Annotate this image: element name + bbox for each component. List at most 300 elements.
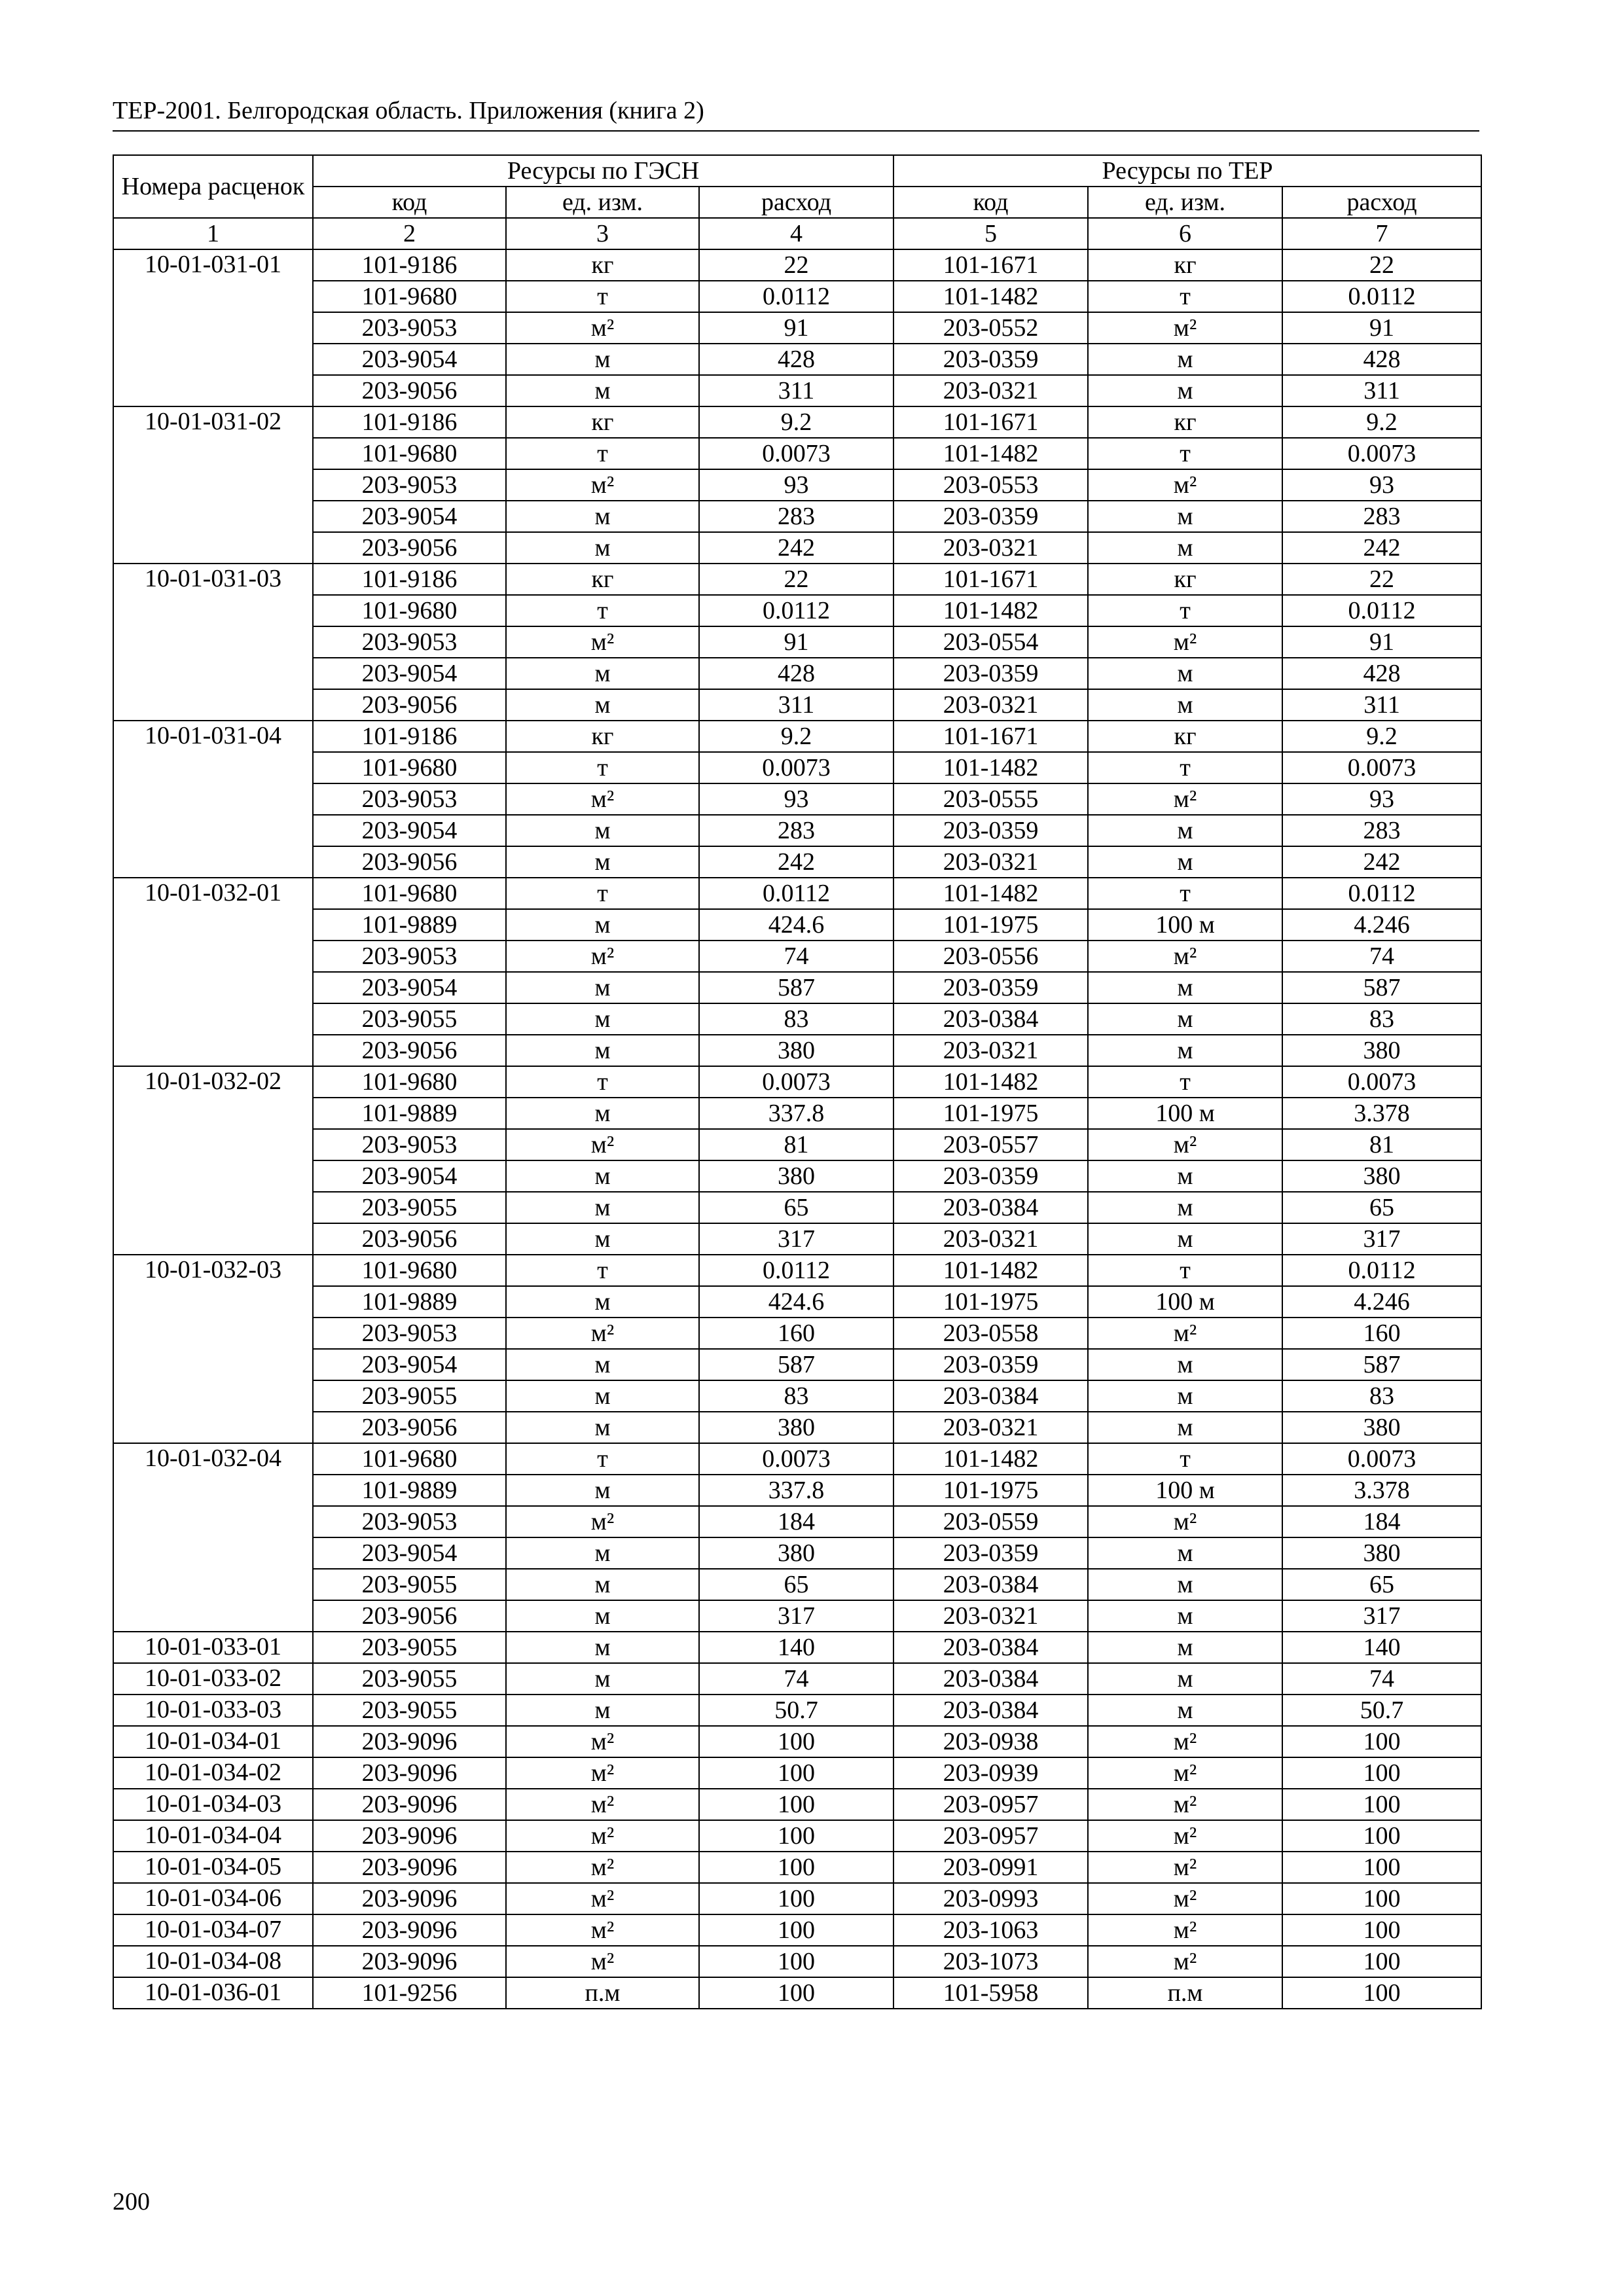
table-row <box>113 375 1481 406</box>
ter-consumption-cell: 242 <box>1282 532 1481 564</box>
gesn-code-cell: 203-9054 <box>313 501 506 532</box>
gesn-unit-cell: м² <box>506 312 699 344</box>
ter-consumption-cell: 81 <box>1282 1129 1481 1160</box>
ter-code-cell: 101-1671 <box>893 721 1088 752</box>
gesn-consumption-cell: 100 <box>699 1789 893 1820</box>
gesn-unit-cell: м <box>506 1569 699 1600</box>
ter-consumption-cell: 100 <box>1282 1883 1481 1914</box>
table-row <box>113 1726 1481 1757</box>
rate-number-cell: 10-01-031-03 <box>113 564 313 721</box>
gesn-code-cell: 203-9054 <box>313 972 506 1003</box>
ter-code-cell: 101-1482 <box>893 1443 1088 1475</box>
ter-unit-cell: м <box>1088 375 1282 406</box>
ter-unit-cell: кг <box>1088 564 1282 595</box>
gesn-consumption-cell: 0.0073 <box>699 752 893 783</box>
col-number: 4 <box>699 218 893 249</box>
gesn-unit-cell: м² <box>506 1757 699 1789</box>
table-row <box>113 406 1481 438</box>
gesn-code-cell: 101-9680 <box>313 595 506 626</box>
ter-unit-cell: м <box>1088 1412 1282 1443</box>
ter-consumption-cell: 184 <box>1282 1506 1481 1537</box>
ter-code-cell: 203-0321 <box>893 1412 1088 1443</box>
gesn-consumption-cell: 83 <box>699 1003 893 1035</box>
gesn-code-cell: 101-9256 <box>313 1977 506 2009</box>
table-row <box>113 1977 1481 2009</box>
gesn-code-cell: 203-9054 <box>313 344 506 375</box>
ter-code-cell: 101-1482 <box>893 438 1088 469</box>
gesn-consumption-cell: 100 <box>699 1883 893 1914</box>
gesn-code-cell: 203-9096 <box>313 1852 506 1883</box>
gesn-consumption-cell: 100 <box>699 1820 893 1852</box>
gesn-consumption-cell: 0.0073 <box>699 438 893 469</box>
gesn-consumption-cell: 587 <box>699 1349 893 1380</box>
ter-consumption-cell: 9.2 <box>1282 406 1481 438</box>
gesn-consumption-cell: 74 <box>699 1663 893 1695</box>
ter-code-cell: 101-1482 <box>893 281 1088 312</box>
gesn-code-cell: 203-9056 <box>313 1412 506 1443</box>
ter-code-cell: 203-0555 <box>893 783 1088 815</box>
gesn-consumption-cell: 311 <box>699 375 893 406</box>
ter-consumption-cell: 3.378 <box>1282 1098 1481 1129</box>
gesn-code-cell: 203-9055 <box>313 1663 506 1695</box>
ter-code-cell: 203-0957 <box>893 1789 1088 1820</box>
table-row <box>113 1412 1481 1443</box>
gesn-consumption-cell: 424.6 <box>699 909 893 941</box>
header-rule <box>113 130 1479 132</box>
gesn-unit-cell: м² <box>506 626 699 658</box>
table-row <box>113 1003 1481 1035</box>
gesn-code-cell: 101-9889 <box>313 909 506 941</box>
gesn-consumption-cell: 283 <box>699 815 893 846</box>
gesn-unit-cell: т <box>506 438 699 469</box>
ter-unit-cell: кг <box>1088 721 1282 752</box>
ter-code-cell: 101-1482 <box>893 1255 1088 1286</box>
gesn-consumption-cell: 242 <box>699 532 893 564</box>
gesn-consumption-cell: 81 <box>699 1129 893 1160</box>
gesn-consumption-cell: 337.8 <box>699 1098 893 1129</box>
gesn-code-cell: 203-9096 <box>313 1820 506 1852</box>
ter-code-cell: 203-1063 <box>893 1914 1088 1946</box>
ter-code-cell: 203-0384 <box>893 1663 1088 1695</box>
ter-code-cell: 203-1073 <box>893 1946 1088 1977</box>
ter-consumption-cell: 91 <box>1282 312 1481 344</box>
table-row <box>113 564 1481 595</box>
table-head <box>113 155 1481 249</box>
ter-unit-cell: м <box>1088 501 1282 532</box>
gesn-code-cell: 101-9680 <box>313 752 506 783</box>
gesn-code-cell: 203-9053 <box>313 783 506 815</box>
ter-code-cell: 203-0359 <box>893 501 1088 532</box>
ter-consumption-cell: 380 <box>1282 1412 1481 1443</box>
gesn-unit-cell: п.м <box>506 1977 699 2009</box>
gesn-code-cell: 203-9055 <box>313 1192 506 1223</box>
ter-code-cell: 101-1482 <box>893 752 1088 783</box>
gesn-unit-cell: м² <box>506 941 699 972</box>
gesn-unit-cell: м <box>506 1632 699 1663</box>
ter-unit-cell: т <box>1088 1255 1282 1286</box>
ter-unit-cell: м <box>1088 972 1282 1003</box>
col-number: 1 <box>113 218 313 249</box>
ter-unit-cell: кг <box>1088 249 1282 281</box>
table-row <box>113 469 1481 501</box>
rate-number-cell: 10-01-034-02 <box>113 1757 313 1789</box>
gesn-code-cell: 203-9056 <box>313 375 506 406</box>
ter-consumption-cell: 50.7 <box>1282 1695 1481 1726</box>
gesn-code-cell: 203-9056 <box>313 1035 506 1066</box>
ter-consumption-cell: 380 <box>1282 1537 1481 1569</box>
table-row <box>113 1600 1481 1632</box>
gesn-consumption-cell: 380 <box>699 1160 893 1192</box>
ter-code-cell: 203-0939 <box>893 1757 1088 1789</box>
table-row <box>113 1098 1481 1129</box>
table-row <box>113 1914 1481 1946</box>
gesn-consumption-cell: 184 <box>699 1506 893 1537</box>
ter-unit-cell: м <box>1088 1160 1282 1192</box>
gesn-consumption-cell: 22 <box>699 564 893 595</box>
ter-consumption-cell: 93 <box>1282 783 1481 815</box>
table-row <box>113 1695 1481 1726</box>
ter-consumption-cell: 283 <box>1282 815 1481 846</box>
gesn-unit-cell: м² <box>506 1129 699 1160</box>
rate-number-cell: 10-01-032-03 <box>113 1255 313 1443</box>
gesn-unit-cell: м² <box>506 469 699 501</box>
gesn-unit-cell: м <box>506 1600 699 1632</box>
col-number: 5 <box>893 218 1088 249</box>
ter-consumption-cell: 587 <box>1282 1349 1481 1380</box>
gesn-consumption-cell: 242 <box>699 846 893 878</box>
rate-number-cell: 10-01-033-03 <box>113 1695 313 1726</box>
ter-consumption-cell: 0.0112 <box>1282 281 1481 312</box>
head-row-1 <box>113 155 1481 187</box>
ter-code-cell: 203-0559 <box>893 1506 1088 1537</box>
gesn-consumption-cell: 93 <box>699 469 893 501</box>
gesn-unit-cell: м² <box>506 1318 699 1349</box>
ter-consumption-cell: 22 <box>1282 249 1481 281</box>
ter-code-cell: 203-0359 <box>893 972 1088 1003</box>
page-header-title: ТЕР-2001. Белгородская область. Приложения (книга 2) <box>113 97 704 124</box>
gesn-unit-cell: м <box>506 344 699 375</box>
head-gesn-consumption: расход <box>699 187 893 218</box>
ter-unit-cell: м <box>1088 846 1282 878</box>
rate-number-cell: 10-01-033-02 <box>113 1663 313 1695</box>
table-row <box>113 1223 1481 1255</box>
table-row <box>113 1946 1481 1977</box>
gesn-unit-cell: м² <box>506 1946 699 1977</box>
ter-code-cell: 101-1671 <box>893 249 1088 281</box>
gesn-consumption-cell: 74 <box>699 941 893 972</box>
gesn-unit-cell: кг <box>506 406 699 438</box>
table-row <box>113 1066 1481 1098</box>
gesn-unit-cell: м² <box>506 1789 699 1820</box>
ter-code-cell: 203-0321 <box>893 689 1088 721</box>
ter-code-cell: 203-0384 <box>893 1003 1088 1035</box>
gesn-code-cell: 203-9053 <box>313 941 506 972</box>
ter-consumption-cell: 0.0073 <box>1282 438 1481 469</box>
gesn-consumption-cell: 91 <box>699 312 893 344</box>
ter-consumption-cell: 160 <box>1282 1318 1481 1349</box>
ter-unit-cell: м <box>1088 1192 1282 1223</box>
ter-code-cell: 203-0384 <box>893 1695 1088 1726</box>
ter-code-cell: 203-0558 <box>893 1318 1088 1349</box>
gesn-consumption-cell: 100 <box>699 1914 893 1946</box>
ter-consumption-cell: 9.2 <box>1282 721 1481 752</box>
gesn-unit-cell: т <box>506 595 699 626</box>
ter-consumption-cell: 100 <box>1282 1757 1481 1789</box>
ter-code-cell: 203-0321 <box>893 1223 1088 1255</box>
gesn-unit-cell: м <box>506 1695 699 1726</box>
gesn-consumption-cell: 0.0112 <box>699 281 893 312</box>
ter-consumption-cell: 100 <box>1282 1914 1481 1946</box>
table-row <box>113 1663 1481 1695</box>
gesn-code-cell: 203-9053 <box>313 312 506 344</box>
gesn-unit-cell: м <box>506 909 699 941</box>
table-row <box>113 501 1481 532</box>
ter-consumption-cell: 100 <box>1282 1820 1481 1852</box>
ter-code-cell: 101-1975 <box>893 1286 1088 1318</box>
table-row <box>113 1475 1481 1506</box>
rate-number-cell: 10-01-036-01 <box>113 1977 313 2009</box>
rate-number-cell: 10-01-034-06 <box>113 1883 313 1914</box>
gesn-unit-cell: м <box>506 1475 699 1506</box>
ter-code-cell: 101-5958 <box>893 1977 1088 2009</box>
rate-number-cell: 10-01-031-04 <box>113 721 313 878</box>
gesn-code-cell: 101-9680 <box>313 878 506 909</box>
ter-unit-cell: м² <box>1088 312 1282 344</box>
ter-unit-cell: м² <box>1088 626 1282 658</box>
gesn-unit-cell: м <box>506 1160 699 1192</box>
head-ter-consumption: расход <box>1282 187 1481 218</box>
ter-unit-cell: м <box>1088 1035 1282 1066</box>
table-row <box>113 1286 1481 1318</box>
gesn-consumption-cell: 83 <box>699 1380 893 1412</box>
ter-consumption-cell: 317 <box>1282 1600 1481 1632</box>
gesn-unit-cell: м <box>506 1412 699 1443</box>
ter-consumption-cell: 74 <box>1282 1663 1481 1695</box>
table-row <box>113 941 1481 972</box>
gesn-consumption-cell: 0.0073 <box>699 1443 893 1475</box>
ter-unit-cell: м <box>1088 532 1282 564</box>
gesn-code-cell: 101-9680 <box>313 1255 506 1286</box>
ter-unit-cell: м <box>1088 1380 1282 1412</box>
gesn-consumption-cell: 0.0112 <box>699 1255 893 1286</box>
ter-code-cell: 203-0554 <box>893 626 1088 658</box>
gesn-code-cell: 101-9680 <box>313 1066 506 1098</box>
ter-unit-cell: м <box>1088 344 1282 375</box>
col-number: 7 <box>1282 218 1481 249</box>
col-number: 2 <box>313 218 506 249</box>
gesn-consumption-cell: 160 <box>699 1318 893 1349</box>
table-row <box>113 1380 1481 1412</box>
gesn-code-cell: 101-9889 <box>313 1286 506 1318</box>
gesn-code-cell: 203-9056 <box>313 1223 506 1255</box>
gesn-code-cell: 101-9680 <box>313 281 506 312</box>
table-row <box>113 1569 1481 1600</box>
gesn-unit-cell: т <box>506 1443 699 1475</box>
gesn-consumption-cell: 50.7 <box>699 1695 893 1726</box>
gesn-code-cell: 203-9096 <box>313 1726 506 1757</box>
gesn-consumption-cell: 428 <box>699 658 893 689</box>
gesn-unit-cell: м² <box>506 1914 699 1946</box>
ter-unit-cell: м <box>1088 1600 1282 1632</box>
ter-unit-cell: м² <box>1088 469 1282 501</box>
gesn-unit-cell: кг <box>506 721 699 752</box>
table-row <box>113 312 1481 344</box>
ter-consumption-cell: 317 <box>1282 1223 1481 1255</box>
gesn-unit-cell: м <box>506 1537 699 1569</box>
head-row-2 <box>113 187 1481 218</box>
table-row <box>113 1757 1481 1789</box>
ter-code-cell: 203-0321 <box>893 846 1088 878</box>
rate-number-cell: 10-01-032-01 <box>113 878 313 1066</box>
ter-consumption-cell: 83 <box>1282 1380 1481 1412</box>
gesn-code-cell: 203-9055 <box>313 1380 506 1412</box>
ter-unit-cell: кг <box>1088 406 1282 438</box>
ter-code-cell: 203-0359 <box>893 658 1088 689</box>
ter-unit-cell: 100 м <box>1088 909 1282 941</box>
rate-number-cell: 10-01-033-01 <box>113 1632 313 1663</box>
head-ter-code: код <box>893 187 1088 218</box>
ter-code-cell: 203-0957 <box>893 1820 1088 1852</box>
ter-consumption-cell: 587 <box>1282 972 1481 1003</box>
gesn-code-cell: 203-9056 <box>313 1600 506 1632</box>
rate-number-cell: 10-01-034-07 <box>113 1914 313 1946</box>
table-row <box>113 626 1481 658</box>
gesn-consumption-cell: 100 <box>699 1726 893 1757</box>
head-ter-unit: ед. изм. <box>1088 187 1282 218</box>
ter-consumption-cell: 4.246 <box>1282 909 1481 941</box>
gesn-unit-cell: м <box>506 1223 699 1255</box>
rate-number-cell: 10-01-032-02 <box>113 1066 313 1255</box>
gesn-unit-cell: м <box>506 972 699 1003</box>
table-row <box>113 1632 1481 1663</box>
gesn-unit-cell: т <box>506 281 699 312</box>
gesn-code-cell: 203-9096 <box>313 1946 506 1977</box>
ter-unit-cell: м² <box>1088 1129 1282 1160</box>
gesn-unit-cell: м <box>506 1380 699 1412</box>
gesn-code-cell: 203-9053 <box>313 1506 506 1537</box>
ter-consumption-cell: 100 <box>1282 1852 1481 1883</box>
ter-unit-cell: м <box>1088 1569 1282 1600</box>
gesn-code-cell: 203-9054 <box>313 1349 506 1380</box>
head-gesn: Ресурсы по ГЭСН <box>313 155 893 187</box>
gesn-unit-cell: м² <box>506 1506 699 1537</box>
gesn-code-cell: 203-9053 <box>313 1318 506 1349</box>
ter-unit-cell: м <box>1088 1632 1282 1663</box>
ter-unit-cell: т <box>1088 878 1282 909</box>
table-row <box>113 815 1481 846</box>
ter-unit-cell: т <box>1088 1443 1282 1475</box>
gesn-consumption-cell: 380 <box>699 1537 893 1569</box>
head-rate-numbers: Номера расценок <box>113 155 313 218</box>
table-row <box>113 721 1481 752</box>
gesn-unit-cell: м <box>506 1098 699 1129</box>
gesn-code-cell: 203-9056 <box>313 532 506 564</box>
ter-consumption-cell: 311 <box>1282 689 1481 721</box>
ter-consumption-cell: 3.378 <box>1282 1475 1481 1506</box>
table-row <box>113 972 1481 1003</box>
ter-unit-cell: м² <box>1088 1946 1282 1977</box>
ter-consumption-cell: 100 <box>1282 1946 1481 1977</box>
rate-number-cell: 10-01-032-04 <box>113 1443 313 1632</box>
gesn-code-cell: 203-9054 <box>313 658 506 689</box>
ter-code-cell: 203-0321 <box>893 532 1088 564</box>
gesn-unit-cell: м <box>506 375 699 406</box>
ter-code-cell: 203-0359 <box>893 1537 1088 1569</box>
gesn-consumption-cell: 424.6 <box>699 1286 893 1318</box>
ter-unit-cell: м² <box>1088 1726 1282 1757</box>
ter-unit-cell: м² <box>1088 1914 1282 1946</box>
gesn-consumption-cell: 100 <box>699 1757 893 1789</box>
gesn-unit-cell: м <box>506 1349 699 1380</box>
gesn-consumption-cell: 380 <box>699 1035 893 1066</box>
table-row <box>113 1443 1481 1475</box>
gesn-code-cell: 101-9186 <box>313 564 506 595</box>
gesn-consumption-cell: 9.2 <box>699 406 893 438</box>
gesn-unit-cell: м <box>506 1003 699 1035</box>
table-row <box>113 752 1481 783</box>
ter-code-cell: 203-0384 <box>893 1569 1088 1600</box>
col-number: 6 <box>1088 218 1282 249</box>
gesn-unit-cell: м <box>506 532 699 564</box>
gesn-code-cell: 203-9055 <box>313 1003 506 1035</box>
gesn-code-cell: 101-9680 <box>313 438 506 469</box>
gesn-consumption-cell: 317 <box>699 1600 893 1632</box>
ter-unit-cell: м <box>1088 658 1282 689</box>
gesn-code-cell: 203-9053 <box>313 626 506 658</box>
ter-unit-cell: м² <box>1088 783 1282 815</box>
ter-consumption-cell: 0.0073 <box>1282 1443 1481 1475</box>
gesn-code-cell: 203-9096 <box>313 1757 506 1789</box>
ter-code-cell: 101-1975 <box>893 1475 1088 1506</box>
gesn-code-cell: 101-9186 <box>313 249 506 281</box>
ter-consumption-cell: 0.0073 <box>1282 1066 1481 1098</box>
ter-consumption-cell: 100 <box>1282 1789 1481 1820</box>
ter-code-cell: 203-0993 <box>893 1883 1088 1914</box>
table-row <box>113 249 1481 281</box>
table-row <box>113 595 1481 626</box>
ter-code-cell: 203-0552 <box>893 312 1088 344</box>
table-row <box>113 1318 1481 1349</box>
ter-consumption-cell: 380 <box>1282 1035 1481 1066</box>
ter-consumption-cell: 283 <box>1282 501 1481 532</box>
ter-unit-cell: т <box>1088 1066 1282 1098</box>
gesn-code-cell: 203-9096 <box>313 1883 506 1914</box>
gesn-code-cell: 203-9096 <box>313 1914 506 1946</box>
table-row <box>113 1506 1481 1537</box>
ter-code-cell: 101-1671 <box>893 564 1088 595</box>
gesn-code-cell: 203-9053 <box>313 1129 506 1160</box>
gesn-consumption-cell: 65 <box>699 1192 893 1223</box>
ter-unit-cell: т <box>1088 281 1282 312</box>
ter-unit-cell: м <box>1088 1537 1282 1569</box>
ter-consumption-cell: 0.0112 <box>1282 595 1481 626</box>
gesn-unit-cell: т <box>506 1255 699 1286</box>
ter-code-cell: 203-0359 <box>893 815 1088 846</box>
ter-consumption-cell: 428 <box>1282 344 1481 375</box>
table-row <box>113 1789 1481 1820</box>
ter-unit-cell: м² <box>1088 1318 1282 1349</box>
rate-number-cell: 10-01-034-05 <box>113 1852 313 1883</box>
ter-unit-cell: т <box>1088 595 1282 626</box>
ter-unit-cell: м <box>1088 1003 1282 1035</box>
ter-unit-cell: м <box>1088 1349 1282 1380</box>
gesn-unit-cell: м² <box>506 1820 699 1852</box>
gesn-code-cell: 203-9054 <box>313 1537 506 1569</box>
table-row <box>113 344 1481 375</box>
ter-consumption-cell: 74 <box>1282 941 1481 972</box>
gesn-consumption-cell: 0.0073 <box>699 1066 893 1098</box>
ter-code-cell: 203-0321 <box>893 1035 1088 1066</box>
